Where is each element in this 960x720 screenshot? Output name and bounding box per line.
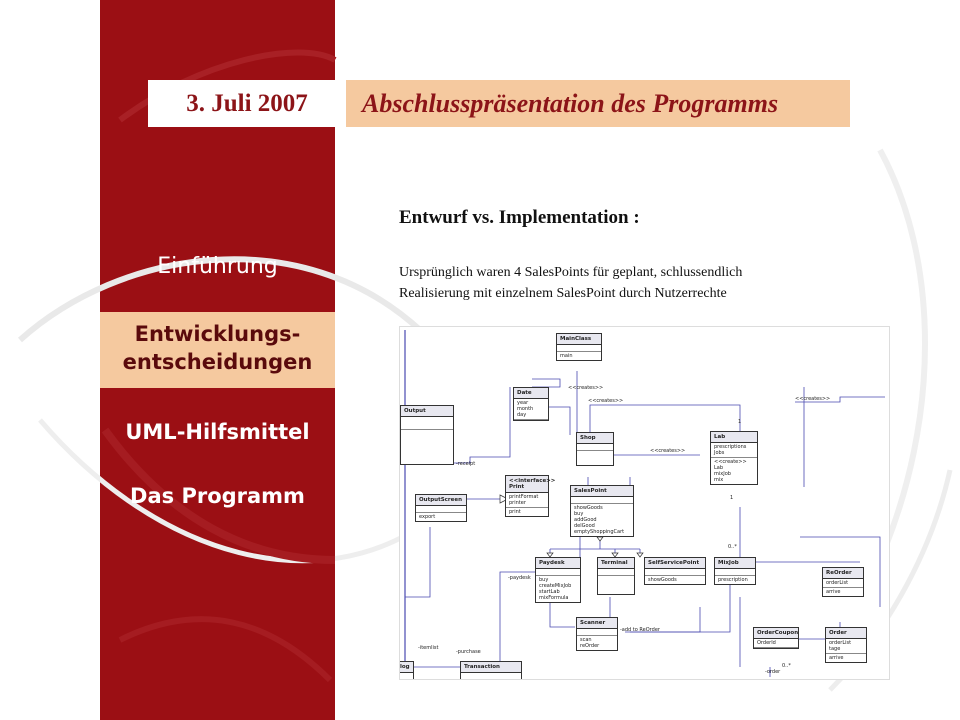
nav-item-entwicklungsentscheidungen[interactable] (100, 312, 335, 388)
uml-class-name: Output (401, 406, 453, 417)
body-line-2: Realisierung mit einzelnem SalesPoint durch Nutzerrechte (399, 286, 727, 301)
uml-attribute: year (517, 400, 529, 406)
uml-class-order (825, 627, 867, 663)
uml-operation: prescription (718, 577, 748, 583)
uml-class-mainclass (556, 333, 602, 361)
uml-class-outputscreen (415, 494, 467, 522)
uml-attribute: prescriptions (714, 444, 747, 450)
uml-class-name: Transaction (461, 662, 521, 673)
uml-operation: buy (539, 577, 549, 583)
uml-attribute: printFormat (509, 494, 539, 500)
uml-class-name: Terminal (598, 558, 634, 569)
uml-class-print (505, 475, 556, 517)
uml-operation: delGood (574, 523, 595, 529)
uml-stereotype: <<interface>> (509, 478, 556, 484)
nav-item-einfuehrung[interactable]: Einführung (157, 254, 278, 279)
uml-class-name: Date (514, 388, 548, 399)
multiplicity-label: 1 (730, 495, 734, 501)
uml-operation: reOrder (580, 643, 600, 649)
uml-class-transaction (460, 661, 522, 680)
nav-item-das-programm[interactable]: Das Programm (130, 484, 305, 508)
uml-operation: createMixJob (539, 583, 572, 589)
uml-operation: mixJob (714, 471, 731, 477)
uml-class-scanner (576, 617, 618, 651)
uml-class-diagram (399, 326, 890, 680)
assoc-label: <<creates>> (568, 385, 604, 391)
uml-class-name: ReOrder (823, 568, 863, 579)
uml-operation: addGood (574, 517, 597, 523)
uml-operation: print (509, 509, 521, 515)
uml-attribute: orderList (826, 580, 849, 586)
uml-class-name: log (399, 662, 413, 673)
uml-class-name: Lab (711, 432, 757, 443)
uml-class-name: Scanner (577, 618, 617, 629)
presentation-title: Abschlusspräsentation des Programms (362, 89, 779, 118)
uml-class-name: OrderCoupon (754, 628, 798, 639)
uml-attribute: orderList (829, 640, 852, 646)
multiplicity-label: 0..* (728, 544, 737, 550)
uml-attribute: OrderId (757, 640, 776, 646)
uml-class-name: Paydesk (536, 558, 580, 569)
title-bar (148, 80, 850, 127)
uml-operation: startLab (539, 589, 560, 595)
section-body (399, 262, 899, 304)
uml-class-name: Shop (577, 433, 613, 444)
uml-class-name: MixJob (715, 558, 755, 569)
uml-class-selfservicepoint (644, 557, 706, 585)
uml-class-lab (710, 431, 758, 485)
uml-class-name: Order (826, 628, 866, 639)
uml-class-shop (576, 432, 614, 466)
uml-class-reorder (822, 567, 864, 597)
uml-attribute: day (517, 412, 527, 418)
uml-attribute: month (517, 406, 534, 412)
nav-item-label-line2: entscheidungen (122, 350, 313, 374)
uml-operation: arrive (829, 655, 844, 661)
uml-class-name: SalesPoint (571, 486, 633, 497)
nav-item-uml-hilfsmittel[interactable]: UML-Hilfsmittel (125, 420, 310, 444)
presentation-date: 3. Juli 2007 (148, 80, 346, 127)
assoc-label: -order (765, 669, 781, 675)
uml-operation: arrive (826, 589, 841, 595)
uml-class-mixjob (714, 557, 756, 585)
uml-operation: showGoods (648, 577, 677, 583)
assoc-label: -purchase (456, 649, 481, 655)
uml-operation: scan (580, 637, 592, 643)
uml-operation: mixFormula (539, 595, 569, 601)
assoc-label: -paydesk (508, 575, 531, 581)
uml-attribute: printer (509, 500, 526, 506)
uml-class-name: SelfServicePoint (645, 558, 705, 569)
uml-operation: Lab (714, 465, 724, 471)
uml-class-name: Print (509, 484, 525, 490)
body-line-1: Ursprünglich waren 4 SalesPoints für geplant, schlussendlich (399, 265, 743, 280)
uml-class-terminal (597, 557, 635, 595)
uml-operation: showGoods (574, 505, 603, 511)
uml-class-date (513, 387, 549, 421)
uml-attribute: tage (829, 646, 841, 652)
assoc-label: <<creates>> (650, 448, 686, 454)
section-heading: Entwurf vs. Implementation : (399, 207, 640, 228)
nav-item-label-line1: Entwicklungs- (134, 322, 301, 346)
assoc-label: <<creates>> (795, 396, 831, 402)
uml-operation: mix (714, 477, 724, 483)
multiplicity-label: 0..* (782, 663, 791, 669)
assoc-label: <<creates>> (588, 398, 624, 404)
uml-operation: buy (574, 511, 584, 517)
uml-class-ordercoupon (753, 627, 799, 649)
uml-class-log (399, 661, 414, 680)
assoc-label: -receipt (456, 461, 476, 467)
uml-operation: main (560, 353, 573, 359)
uml-class-name: MainClass (557, 334, 601, 345)
assoc-label: -itemlist (418, 645, 439, 651)
uml-class-output (400, 405, 454, 465)
multiplicity-label: 1 (738, 419, 742, 425)
uml-operation: export (419, 514, 436, 520)
uml-stereotype: <<create>> (714, 459, 747, 465)
uml-attribute: Jobs (714, 450, 725, 456)
uml-operation: emptyShoppingCart (574, 529, 625, 535)
uml-class-paydesk (535, 557, 581, 603)
uml-class-salespoint (570, 485, 634, 537)
uml-class-name: OutputScreen (416, 495, 466, 506)
assoc-label: -add to ReOrder (620, 627, 660, 633)
